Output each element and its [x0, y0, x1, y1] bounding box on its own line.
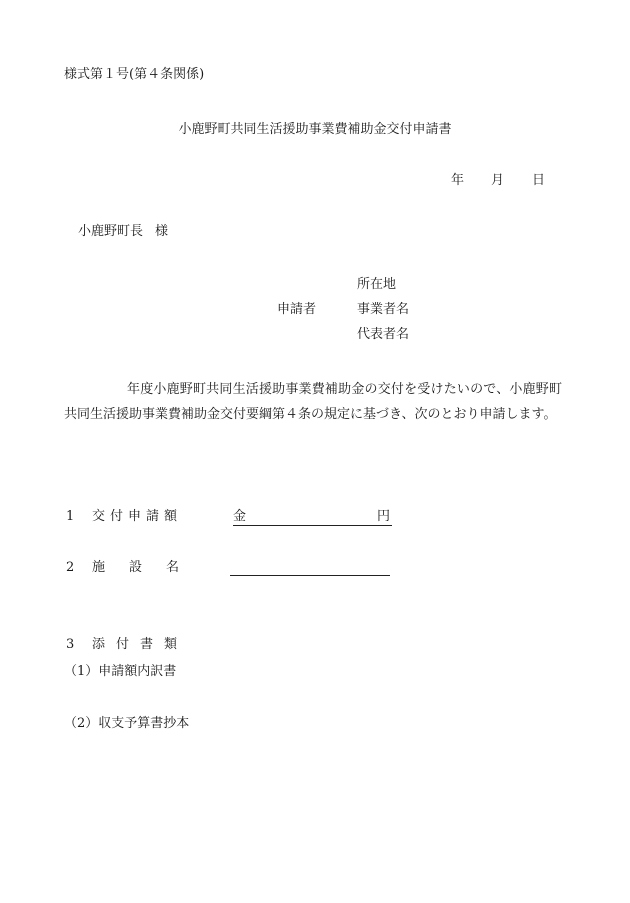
date-year-label: 年: [451, 173, 465, 188]
attachment-item: （1）申請額内訳書: [64, 664, 177, 679]
representative-field-label: 代表者名: [357, 327, 410, 342]
addressee-honorific: 様: [155, 224, 169, 239]
item-3-label: 添付書類: [92, 637, 189, 652]
item-2-label: 施設名: [92, 560, 204, 575]
application-body-text: 年度小鹿野町共同生活援助事業費補助金の交付を受けたいので、小鹿野町共同生活援助事業費補助金交付要綱第４条の規定に基づき、次のとおり申請します。: [64, 382, 562, 422]
item-2-number: 2: [66, 560, 75, 575]
form-number: 様式第１号(第４条関係): [64, 67, 205, 82]
item-1-label: 交付申請額: [92, 509, 183, 524]
business-name-field-label: 事業者名: [357, 302, 410, 317]
item-3-number: 3: [66, 637, 75, 652]
amount-suffix-yen: 円: [376, 509, 390, 524]
date-day-label: 日: [532, 173, 546, 188]
applicant-label: 申請者: [277, 302, 317, 317]
amount-prefix: 金: [233, 509, 247, 524]
document-title: 小鹿野町共同生活援助事業費補助金交付申請書: [178, 122, 452, 137]
item-1-number: 1: [66, 509, 75, 524]
address-field-label: 所在地: [357, 277, 397, 292]
application-amount-field[interactable]: [233, 510, 392, 526]
facility-name-field[interactable]: [230, 575, 390, 576]
addressee-name: 小鹿野町長: [78, 224, 144, 239]
date-month-label: 月: [491, 173, 505, 188]
attachment-item: （2）収支予算書抄本: [64, 716, 190, 731]
